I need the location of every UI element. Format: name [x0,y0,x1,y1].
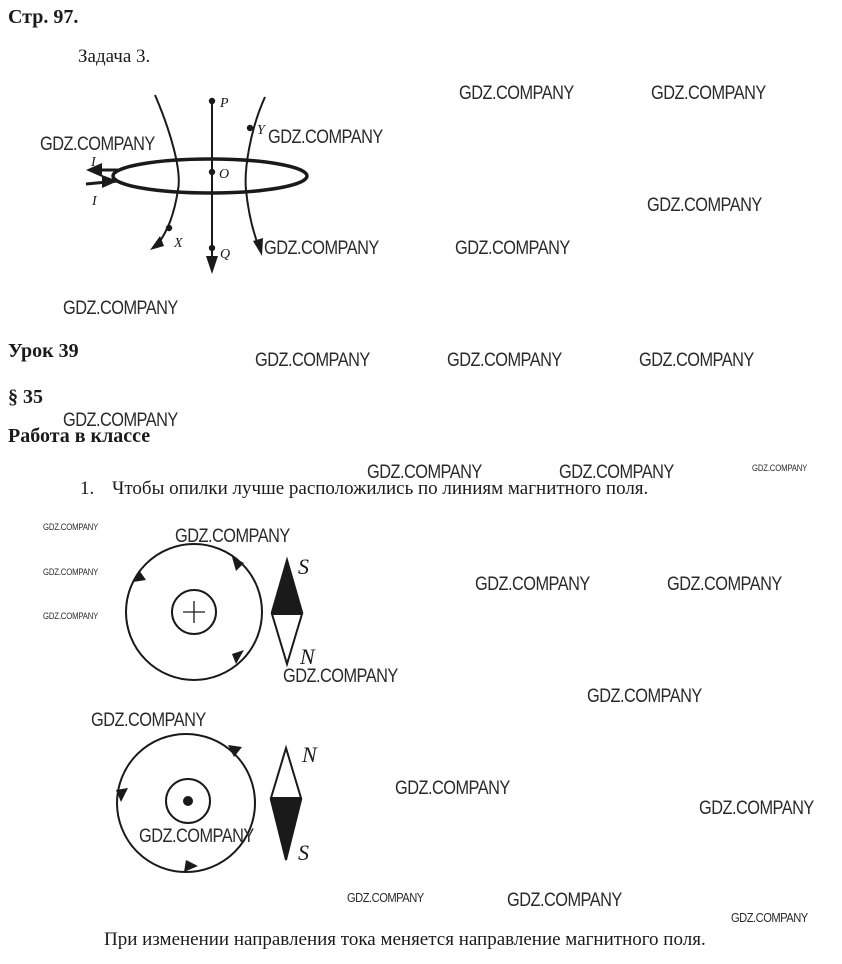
watermark: GDZ.COMPANY [283,666,398,687]
watermark: GDZ.COMPANY [347,890,424,905]
label-o: O [219,167,230,182]
compass-1-top-label: S [298,554,309,579]
field-arrow-2c [184,860,198,872]
page-header: Стр. 97. [8,6,79,28]
watermark: GDZ.COMPANY [395,778,510,799]
label-q: Q [220,247,231,262]
watermark: GDZ.COMPANY [639,350,754,371]
watermark: GDZ.COMPANY [731,910,808,925]
label-i-top: I [91,155,96,170]
watermark: GDZ.COMPANY [43,522,99,532]
watermark: GDZ.COMPANY [139,826,254,847]
watermark: GDZ.COMPANY [43,611,99,621]
watermark: GDZ.COMPANY [268,127,383,148]
watermark: GDZ.COMPANY [447,350,562,371]
watermark: GDZ.COMPANY [367,462,482,483]
watermark: GDZ.COMPANY [264,238,379,259]
watermark: GDZ.COMPANY [507,890,622,911]
watermark: GDZ.COMPANY [63,298,178,319]
watermark: GDZ.COMPANY [175,526,290,547]
compass-2 [271,748,301,860]
watermark: GDZ.COMPANY [255,350,370,371]
watermark: GDZ.COMPANY [647,195,762,216]
item-1-number: 1. [80,478,95,499]
watermark: GDZ.COMPANY [91,710,206,731]
watermark: GDZ.COMPANY [475,574,590,595]
watermark: GDZ.COMPANY [699,798,814,819]
lesson-title: Урок 39 [8,340,79,362]
watermark: GDZ.COMPANY [752,463,808,473]
label-p: P [220,96,229,111]
item-1-text: Чтобы опилки лучше расположились по линиям магнитного поля. [112,478,649,499]
watermark: GDZ.COMPANY [459,83,574,104]
label-i-bottom: I [92,194,97,209]
conclusion-text: При изменении направления тока меняется направление магнитного поля. [104,929,706,950]
watermark: GDZ.COMPANY [455,238,570,259]
watermark: GDZ.COMPANY [559,462,674,483]
compass-2-bottom-label: S [298,840,309,865]
compass-1-bottom-label: N [300,644,315,669]
watermark: GDZ.COMPANY [40,134,155,155]
watermark: GDZ.COMPANY [43,567,99,577]
watermark: GDZ.COMPANY [651,83,766,104]
task-title: Задача 3. [78,46,151,67]
watermark: GDZ.COMPANY [63,410,178,431]
watermark: GDZ.COMPANY [587,686,702,707]
wire-dot [183,796,193,806]
label-x: X [174,236,183,251]
label-y: Y [257,123,265,138]
compass-2-top-label: N [302,742,317,767]
classwork-title: Работа в классе [8,425,151,447]
watermark: GDZ.COMPANY [667,574,782,595]
section-title: § 35 [8,386,43,408]
